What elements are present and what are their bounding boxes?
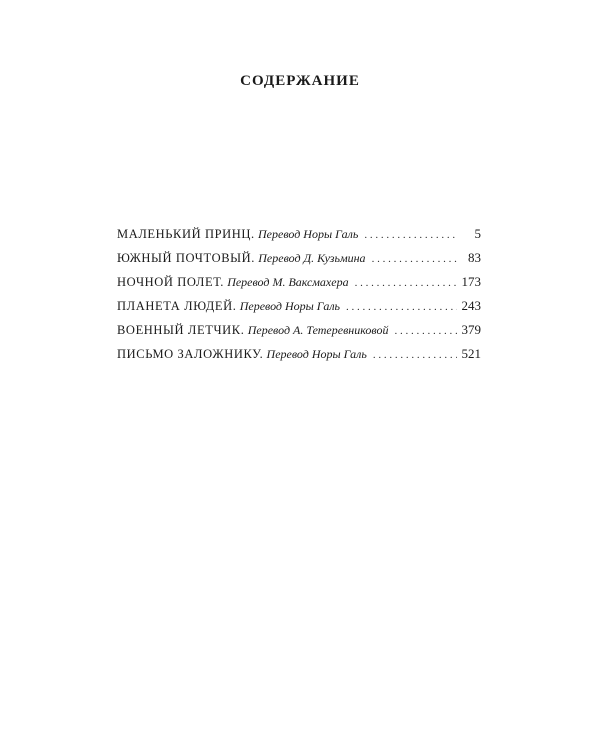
toc-page-number: 379 bbox=[461, 322, 481, 337]
toc-work-title: МАЛЕНЬКИЙ ПРИНЦ. bbox=[117, 227, 255, 241]
toc-page-number: 243 bbox=[461, 298, 481, 313]
dot-leader bbox=[355, 277, 457, 289]
dot-leader bbox=[394, 325, 457, 337]
toc-translator: Перевод Норы Галь bbox=[239, 299, 341, 313]
toc-entry[interactable] bbox=[117, 226, 481, 250]
toc-work-title: ПИСЬМО ЗАЛОЖНИКУ. bbox=[117, 347, 264, 361]
toc-entry[interactable] bbox=[117, 274, 481, 298]
toc-work-title: НОЧНОЙ ПОЛЕТ. bbox=[117, 275, 224, 289]
toc-entry[interactable] bbox=[117, 250, 481, 274]
dot-leader bbox=[346, 301, 457, 313]
toc-page-number: 173 bbox=[461, 274, 481, 289]
dot-leader bbox=[373, 349, 457, 361]
toc-entry[interactable] bbox=[117, 298, 481, 322]
toc-work-title: ЮЖНЫЙ ПОЧТОВЫЙ. bbox=[117, 251, 256, 265]
toc-work-title: ВОЕННЫЙ ЛЕТЧИК. bbox=[117, 323, 245, 337]
dot-leader bbox=[372, 253, 457, 265]
toc-translator: Перевод М. Ваксмахера bbox=[227, 275, 349, 289]
dot-leader bbox=[364, 229, 457, 241]
toc-page-number: 521 bbox=[461, 346, 481, 361]
table-of-contents bbox=[117, 226, 481, 370]
toc-translator: Перевод Норы Галь bbox=[258, 227, 359, 241]
toc-entry[interactable] bbox=[117, 346, 481, 370]
page-title: СОДЕРЖАНИЕ bbox=[240, 73, 360, 89]
toc-translator: Перевод Д. Кузьмина bbox=[258, 251, 366, 265]
toc-page-number: 5 bbox=[474, 226, 481, 241]
toc-entry[interactable] bbox=[117, 322, 481, 346]
toc-translator: Перевод Норы Галь bbox=[266, 347, 367, 361]
toc-translator: Перевод А. Тетеревниковой bbox=[247, 323, 389, 337]
toc-page-number: 83 bbox=[468, 250, 481, 265]
toc-work-title: ПЛАНЕТА ЛЮДЕЙ. bbox=[117, 299, 237, 313]
